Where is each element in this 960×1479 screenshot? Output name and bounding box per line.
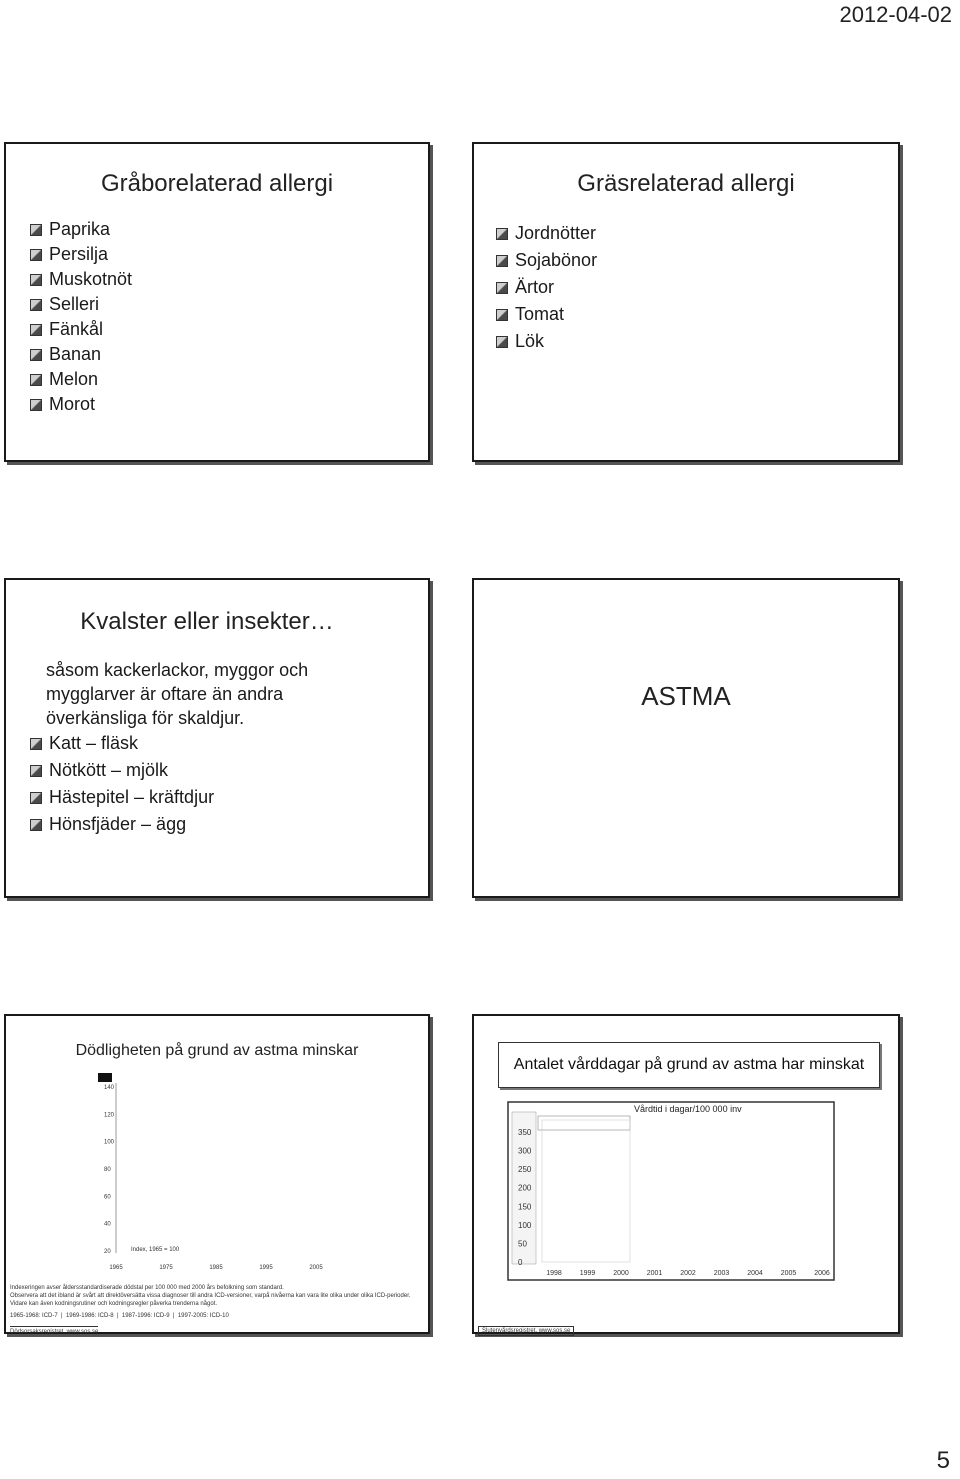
bullet-icon (30, 299, 42, 311)
list-item-label: Hönsfjäder – ägg (49, 814, 187, 834)
bullet-icon (30, 274, 42, 286)
x-tick-labels (546, 1270, 830, 1277)
list-item-label: Lök (515, 331, 545, 351)
list-item (30, 267, 132, 292)
icd-1: 1965-1968: ICD-7 (10, 1313, 58, 1319)
icd-2: 1969-1986: ICD-8 (65, 1313, 114, 1319)
footnote-1: Indexeringen avser åldersstandardiserade dödstal per 100 000 med 2000 års befolkning som standard. (10, 1285, 284, 1291)
care-days-chart (474, 1100, 902, 1282)
slide-kvalster (4, 578, 430, 898)
y-tick-label: 120 (104, 1112, 115, 1119)
bullet-icon (30, 224, 42, 236)
list-item (496, 247, 597, 274)
x-tick-label: 2005 (309, 1265, 323, 1271)
slide-gras-allergy (472, 142, 900, 462)
y-tick-label: 300 (518, 1146, 532, 1156)
intro-line-3: överkänsliga för skaldjur. (46, 708, 245, 728)
slide-title: Gråborelaterad allergi (100, 170, 334, 197)
x-tick-label: 1965 (109, 1265, 123, 1271)
list-item-label: Selleri (49, 294, 100, 314)
x-tick-label: 2000 (613, 1270, 629, 1277)
list-item (30, 811, 214, 838)
list-item-label: Katt – fläsk (49, 733, 139, 753)
y-tick-label: 50 (518, 1239, 527, 1249)
x-tick-label: 1985 (209, 1265, 223, 1271)
list-item (496, 301, 597, 328)
x-tick-label: 2004 (747, 1270, 763, 1277)
bullet-icon (496, 282, 508, 294)
y-tick-label: 200 (518, 1183, 532, 1193)
list-item (30, 784, 214, 811)
legend-swatch (98, 1073, 112, 1082)
list-item-label: Melon (49, 369, 99, 389)
footnote-3: Vidare kan även kodningsrutiner och kodningsregler påverka trenderna något. (10, 1301, 218, 1307)
bullet-icon (496, 228, 508, 240)
list-item (30, 217, 132, 242)
bullet-icon (496, 255, 508, 267)
list-item (30, 367, 132, 392)
bullet-list (30, 730, 214, 838)
x-tick-label: 2002 (680, 1270, 696, 1277)
list-item-label: Banan (49, 344, 102, 364)
list-item (496, 328, 597, 355)
bullet-icon (30, 374, 42, 386)
footnote-2: Observera att det ibland är svårt att direktöversätta vissa diagnoser till andra ICD-versioner, varpå nivåerna kan vara lite olika under olika ICD-perioder. (10, 1293, 411, 1299)
slide-care-days-chart (472, 1014, 900, 1334)
list-item (30, 392, 132, 417)
list-item (30, 757, 214, 784)
slide-astma (472, 578, 900, 898)
slide-grabo-allergy (4, 142, 430, 462)
mortality-chart (6, 1071, 432, 1271)
bullet-icon (30, 399, 42, 411)
list-item-label: Tomat (515, 304, 565, 324)
bullet-list (496, 220, 597, 355)
x-tick-label: 2006 (814, 1270, 830, 1277)
bullet-icon (30, 349, 42, 361)
y-tick-label: 0 (518, 1258, 523, 1267)
y-tick-label: 140 (104, 1085, 115, 1091)
y-tick-label: 40 (104, 1221, 111, 1228)
bullet-icon (30, 792, 42, 804)
list-item-label: Muskotnöt (49, 269, 133, 289)
y-tick-label: 60 (104, 1194, 111, 1201)
chart-title-box: Antalet vårddagar på grund av astma har minskat (498, 1042, 880, 1088)
bullet-icon (30, 324, 42, 336)
x-tick-label: 2005 (780, 1270, 797, 1277)
list-item-label: Sojabönor (515, 250, 598, 270)
intro-line-2: mygglarver är oftare än andra (46, 684, 284, 704)
slide-title: Dödligheten på grund av astma minskar (75, 1042, 359, 1059)
icd-row: 1965-1968: ICD-7 | 1969-1986: ICD-8 | 1987-1996: ICD-9 | 1997-2005: ICD-10 (10, 1313, 229, 1319)
y-tick-label: 100 (104, 1139, 115, 1146)
x-tick-label: 2001 (646, 1270, 663, 1277)
bullet-icon (496, 336, 508, 348)
chart-frame (508, 1102, 834, 1280)
list-item (30, 242, 132, 267)
list-item (496, 220, 597, 247)
y-tick-label: 150 (518, 1202, 532, 1212)
icd-4: 1997-2005: ICD-10 (177, 1313, 229, 1319)
y-tick-label: 100 (518, 1220, 532, 1230)
icd-3: 1987-1996: ICD-9 (121, 1313, 170, 1319)
slide-title: ASTMA (641, 681, 731, 711)
x-tick-label: 1998 (546, 1270, 562, 1277)
x-tick-labels (109, 1265, 323, 1271)
list-item (30, 342, 132, 367)
bullet-icon (496, 309, 508, 321)
list-item (30, 730, 214, 757)
x-tick-label: 2003 (713, 1270, 730, 1277)
source-label: Slutenvårdsregistret, www.sos.se (478, 1326, 574, 1336)
bullet-icon (30, 765, 42, 777)
bullet-icon (30, 249, 42, 261)
list-item (30, 292, 132, 317)
x-tick-label: 1975 (159, 1265, 173, 1271)
y-tick-label: 350 (518, 1128, 532, 1137)
y-tick-label: 250 (518, 1165, 532, 1175)
y-tick-label: 80 (104, 1167, 111, 1173)
slide-mortality-chart (4, 1014, 430, 1334)
slide-title: Gräsrelaterad allergi (577, 170, 795, 197)
y-tick-label: 20 (104, 1249, 111, 1255)
y-tick-labels (104, 1085, 115, 1255)
chart-inner-title: Vårdtid i dagar/100 000 inv (634, 1104, 742, 1114)
list-item-label: Nötkött – mjölk (49, 760, 169, 780)
x-tick-label: 1999 (579, 1270, 596, 1277)
list-item-label: Hästepitel – kräftdjur (49, 787, 215, 807)
x-tick-label: 1995 (259, 1265, 273, 1271)
intro-line-1: såsom kackerlackor, myggor och (46, 660, 309, 680)
bullet-list (30, 217, 132, 417)
list-item (496, 274, 597, 301)
slide-title: Kvalster eller insekter… (80, 608, 334, 635)
list-item-label: Jordnötter (515, 223, 597, 243)
bullet-icon (30, 738, 42, 750)
source-label: Dödsorsaksregistret, www.sos.se (10, 1326, 98, 1336)
bullet-icon (30, 819, 42, 831)
page-number: 5 (936, 1447, 950, 1474)
index-label: Index, 1965 = 100 (131, 1247, 180, 1253)
list-item (30, 317, 132, 342)
list-item-label: Fänkål (49, 319, 104, 339)
list-item-label: Paprika (49, 219, 111, 239)
list-item-label: Persilja (49, 244, 109, 264)
page-date: 2012-04-02 (839, 2, 952, 27)
list-item-label: Morot (49, 394, 96, 414)
list-item-label: Ärtor (515, 277, 555, 297)
